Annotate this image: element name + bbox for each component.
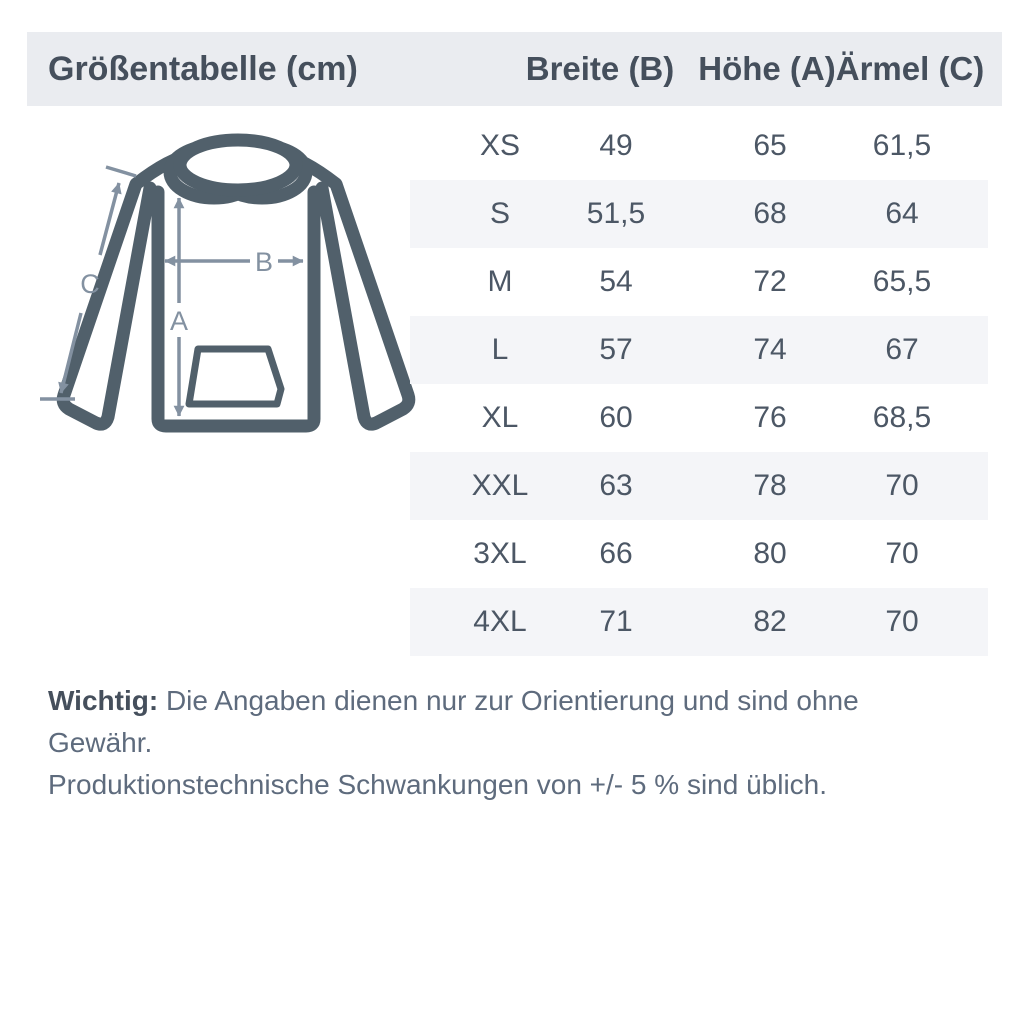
header-bar [27,32,1002,106]
aermel-cell: 65,5 [872,265,932,298]
aermel-cell: 70 [885,605,919,638]
breite-cell: 49 [599,129,633,162]
table-row [410,452,988,520]
size-cell: XXL [471,469,529,502]
breite-cell: 60 [599,401,633,434]
breite-cell: 63 [599,469,633,502]
aermel-cell: 67 [885,333,919,366]
disclaimer-line-2: Produktionstechnische Schwankungen von +/- 5 % sind üblich. [48,769,828,800]
size-cell: XL [481,401,519,434]
hood-icon [170,140,306,198]
hoehe-cell: 74 [753,333,787,366]
table-row [410,316,988,384]
column-header-hoehe: Höhe (A) [698,50,836,87]
size-cell: L [491,333,509,366]
size-cell: XS [479,129,521,162]
hoehe-cell: 76 [753,401,787,434]
hoodie-measurement-diagram [30,120,430,460]
hoehe-cell: 80 [753,537,787,570]
measure-label-b: B [254,247,274,277]
hoehe-cell: 68 [753,197,787,230]
size-cell: 3XL [473,537,527,570]
hoehe-cell: 82 [753,605,787,638]
disclaimer-line-1 [48,680,968,764]
table-row [410,520,988,588]
hoehe-cell: 72 [753,265,787,298]
aermel-cell: 70 [885,469,919,502]
disclaimer-line-1-text: Die Angaben dienen nur zur Orientierung und sind ohne Gewähr. [48,685,859,758]
column-header-breite: Breite (B) [525,50,675,87]
table-row [410,112,988,180]
disclaimer-label: Wichtig: [48,685,159,716]
aermel-cell: 61,5 [872,129,932,162]
table-row [410,588,988,656]
page-title: Größentabelle (cm) [48,50,358,88]
aermel-cell: 68,5 [872,401,932,434]
table-row [410,248,988,316]
table-row [410,384,988,452]
breite-cell: 66 [599,537,633,570]
aermel-cell: 70 [885,537,919,570]
size-cell: 4XL [473,605,527,638]
hoehe-cell: 65 [753,129,787,162]
table-row [410,180,988,248]
breite-cell: 57 [599,333,633,366]
column-header-aermel: Ärmel (C) [835,50,985,87]
aermel-cell: 64 [885,197,919,230]
size-cell: S [489,197,511,230]
size-table [410,112,988,656]
measure-label-c: C [80,269,100,299]
breite-cell: 71 [599,605,633,638]
disclaimer-text [48,680,968,806]
breite-cell: 54 [599,265,633,298]
breite-cell: 51,5 [586,197,646,230]
pocket-outline [189,349,281,404]
measure-label-a: A [169,306,189,336]
hoehe-cell: 78 [753,469,787,502]
size-cell: M [487,265,513,298]
